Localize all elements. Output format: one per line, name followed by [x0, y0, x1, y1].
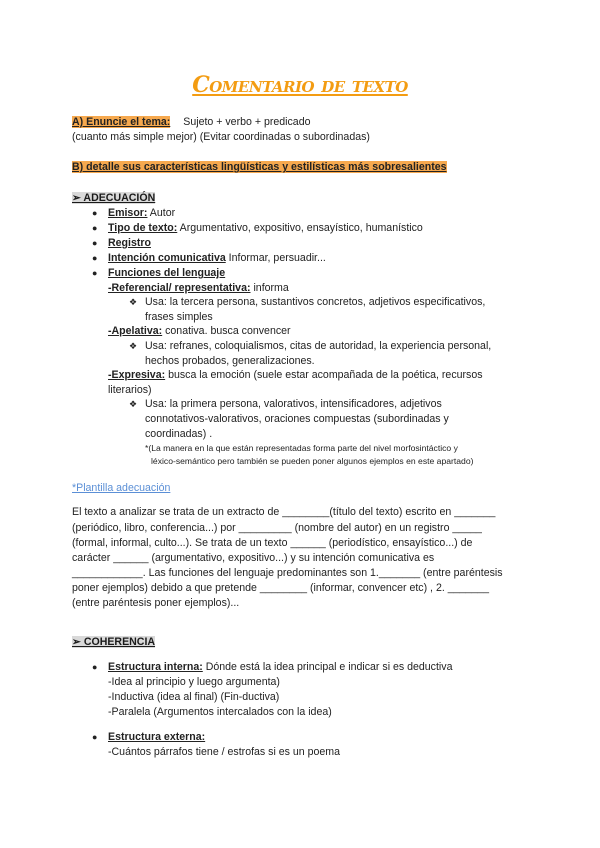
expresiva-text-2: literarios) [108, 384, 152, 396]
diamond-bullet-icon: ❖ [129, 297, 138, 307]
interna-text: Dónde está la idea principal e indicar si es deductiva [202, 661, 453, 673]
funciones-label: Funciones del lenguaje [108, 267, 226, 279]
intencion-label: Intención comunicativa [108, 252, 226, 264]
section-a-label: A) Enuncie el tema: [72, 116, 171, 128]
note-1: *(La manera en la que están representadas forma parte del nivel morfosintáctico y [145, 443, 458, 453]
plantilla-line-5: ____________. Las funciones del lenguaje predominantes son 1._______ (entre paréntesis [72, 567, 503, 579]
interna-item [108, 661, 452, 673]
referencial-label: -Referencial/ representativa: [108, 282, 251, 294]
bullet-icon: ● [92, 208, 98, 218]
registro-label: Registro [108, 237, 151, 249]
diamond-bullet-icon: ❖ [129, 341, 138, 351]
tipo-label: Tipo de texto: [108, 222, 178, 234]
registro-item [108, 237, 151, 249]
referencial-item [108, 282, 289, 294]
section-a [72, 116, 310, 128]
emisor-item [108, 207, 175, 219]
section-b [72, 161, 447, 173]
externa-1: -Cuántos párrafos tiene / estrofas si es un poema [108, 746, 341, 758]
bullet-icon: ● [92, 268, 98, 278]
plantilla-line-6: poner ejemplos) debido a que pretende ________ (informar, convencer etc) , 2. _______ [72, 582, 489, 594]
apelativa-label: -Apelativa: [108, 325, 163, 337]
apelativa-uso-1: Usa: refranes, coloquialismos, citas de autoridad, la experiencia personal, [145, 340, 492, 352]
funciones-item [108, 267, 225, 279]
adecuacion-heading-text: ➢ ADECUACIÓN [72, 192, 156, 204]
coherencia-heading-text: ➢ COHERENCIA [72, 636, 156, 648]
apelativa-uso-2: hechos probados, generalizaciones. [145, 355, 315, 367]
coherencia-heading [72, 636, 155, 648]
referencial-text: informa [250, 282, 289, 294]
emisor-text: Autor [147, 207, 176, 219]
expresiva-item [108, 369, 483, 381]
plantilla-link-text[interactable]: *Plantilla adecuación [72, 482, 171, 494]
bullet-icon: ● [92, 238, 98, 248]
referencial-uso-2: frases simples [145, 311, 213, 323]
interna-1: -Idea al principio y luego argumenta) [108, 676, 280, 688]
plantilla-link[interactable] [72, 482, 170, 494]
expresiva-label: -Expresiva: [108, 369, 166, 381]
plantilla-line-3: (formal, informal, culto...). Se trata de un texto ______ (periodístico, ensayístico...) de [72, 537, 473, 549]
referencial-uso-1: Usa: la tercera persona, sustantivos concretos, adjetivos especificativos, [145, 296, 486, 308]
expresiva-uso-2: connotativos-valorativos, oraciones compuestas (subordinadas y [145, 413, 449, 425]
bullet-icon: ● [92, 662, 98, 672]
emisor-label: Emisor: [108, 207, 148, 219]
apelativa-text: conativa. busca convencer [162, 325, 291, 337]
diamond-bullet-icon: ❖ [129, 399, 138, 409]
apelativa-item [108, 325, 291, 337]
expresiva-uso-3: coordinadas) . [145, 428, 213, 440]
tipo-text: Argumentativo, expositivo, ensayístico, humanístico [177, 222, 423, 234]
page-title: Comentario de texto [192, 72, 408, 98]
tipo-item [108, 222, 423, 234]
intencion-item [108, 252, 326, 264]
externa-item [108, 731, 205, 743]
expresiva-uso-1: Usa: la primera persona, valorativos, intensificadores, adjetivos [145, 398, 442, 410]
interna-2: -Inductiva (idea al final) (Fin-ductiva) [108, 691, 280, 703]
plantilla-line-4: carácter ______ (argumentativo, expositivo...) y su intención comunicativa es [72, 552, 435, 564]
bullet-icon: ● [92, 223, 98, 233]
bullet-icon: ● [92, 732, 98, 742]
section-b-label: B) detalle sus características lingüísticas y estilísticas más sobresalientes [72, 161, 447, 173]
plantilla-line-7: (entre paréntesis poner ejemplos)... [72, 597, 240, 609]
expresiva-text: busca la emoción (suele estar acompañada de la poética, recursos [165, 369, 483, 381]
section-a-text: Sujeto + verbo + predicado [183, 116, 311, 128]
bullet-icon: ● [92, 253, 98, 263]
intencion-text: Informar, persuadir... [225, 252, 326, 264]
interna-3: -Paralela (Argumentos intercalados con la idea) [108, 706, 332, 718]
plantilla-line-2: (periódico, libro, conferencia...) por _________ (nombre del autor) en un registro _____ [72, 522, 482, 534]
section-a-note: (cuanto más simple mejor) (Evitar coordinadas o subordinadas) [72, 131, 370, 143]
adecuacion-heading [72, 192, 155, 204]
plantilla-line-1: El texto a analizar se trata de un extracto de ________(título del texto) escrito en _______ [72, 506, 496, 518]
note-2: léxico-semántico pero también se pueden poner algunos ejemplos en este apartado) [151, 456, 474, 466]
externa-label: Estructura externa: [108, 731, 206, 743]
interna-label: Estructura interna: [108, 661, 203, 673]
